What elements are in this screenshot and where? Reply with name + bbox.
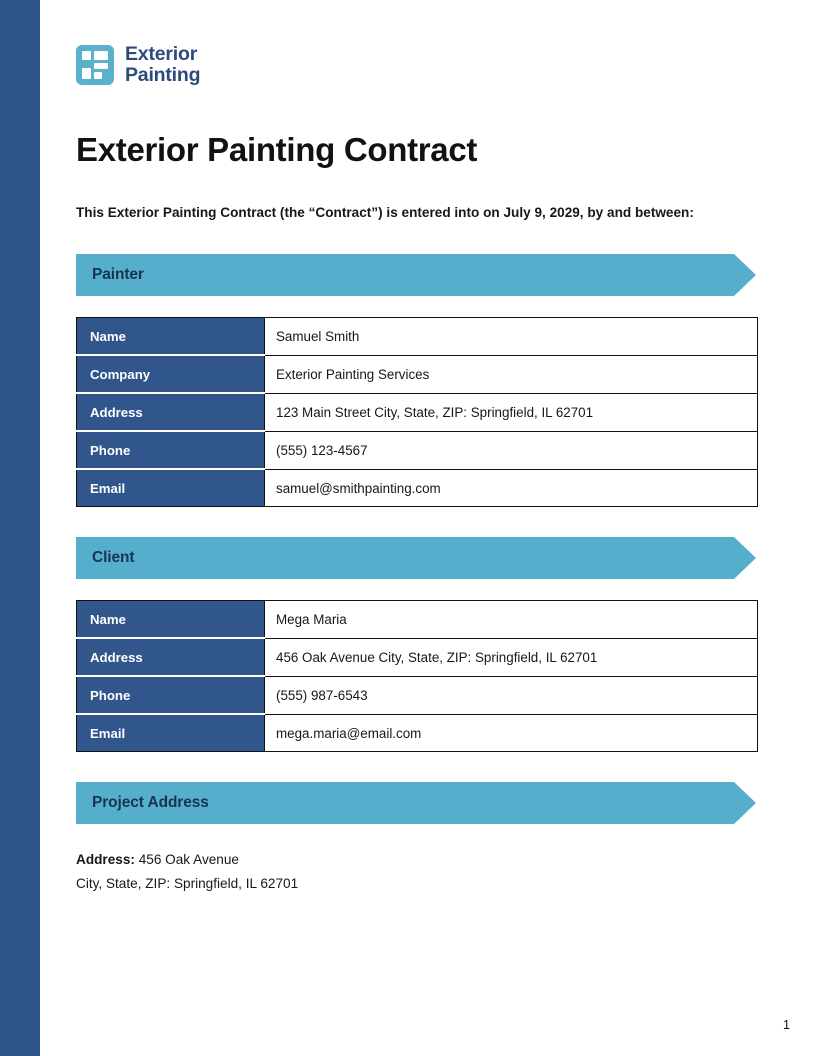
- project-address-label: Address:: [76, 852, 135, 868]
- project-address-line-2: City, State, ZIP: Springfield, IL 62701: [76, 875, 299, 891]
- row-label: Company: [77, 355, 265, 393]
- row-value: Mega Maria: [265, 601, 758, 639]
- left-accent-bar: [0, 0, 40, 1056]
- table-row: [77, 431, 758, 469]
- intro-paragraph: This Exterior Painting Contract (the “Contract”) is entered into on July 9, 2029, by and between:: [76, 205, 694, 221]
- table-row: [77, 714, 758, 752]
- row-label: Address: [77, 393, 265, 431]
- project-address-value: 456 Oak Avenue: [138, 852, 239, 868]
- banner-arrow-tip-icon: [734, 254, 756, 296]
- row-label: Email: [77, 714, 265, 752]
- banner-arrow-tip-icon: [734, 782, 756, 824]
- table-row: [77, 601, 758, 639]
- row-label: Name: [77, 318, 265, 356]
- row-label: Phone: [77, 676, 265, 714]
- row-value: (555) 987-6543: [265, 676, 758, 714]
- document-page: [40, 0, 816, 1056]
- painter-info-table: [76, 317, 758, 507]
- page-number: 1: [783, 1018, 790, 1032]
- row-value: Samuel Smith: [265, 318, 758, 356]
- table-row: [77, 469, 758, 507]
- section-header-painter: [76, 254, 756, 296]
- table-row: [77, 638, 758, 676]
- row-value: mega.maria@email.com: [265, 714, 758, 752]
- row-label: Phone: [77, 431, 265, 469]
- brand-name-line-2: Painting: [125, 64, 201, 87]
- section-title-client: Client: [92, 549, 135, 567]
- section-header-project-address: [76, 782, 756, 824]
- banner-arrow-tip-icon: [734, 537, 756, 579]
- brand-logo: [76, 0, 780, 86]
- row-value: (555) 123-4567: [265, 431, 758, 469]
- row-value: 123 Main Street City, State, ZIP: Springfield, IL 62701: [265, 393, 758, 431]
- brand-name-line-1: Exterior: [125, 43, 198, 65]
- project-address-line-1: [76, 848, 780, 871]
- page-title: Exterior Painting Contract: [76, 131, 478, 169]
- brand-name: [125, 44, 200, 86]
- window-grid-icon: [76, 45, 114, 85]
- section-title-project-address: Project Address: [92, 794, 209, 812]
- banner-body: [76, 254, 734, 296]
- client-info-table: [76, 600, 758, 752]
- section-title-painter: Painter: [92, 266, 144, 284]
- row-label: Email: [77, 469, 265, 507]
- table-row: [77, 355, 758, 393]
- row-label: Name: [77, 601, 265, 639]
- row-value: 456 Oak Avenue City, State, ZIP: Springfield, IL 62701: [265, 638, 758, 676]
- table-row: [77, 318, 758, 356]
- project-address-block: [76, 824, 780, 895]
- table-row: [77, 393, 758, 431]
- table-row: [77, 676, 758, 714]
- section-header-client: [76, 537, 756, 579]
- banner-body: [76, 537, 734, 579]
- row-label: Address: [77, 638, 265, 676]
- row-value: samuel@smithpainting.com: [265, 469, 758, 507]
- row-value: Exterior Painting Services: [265, 355, 758, 393]
